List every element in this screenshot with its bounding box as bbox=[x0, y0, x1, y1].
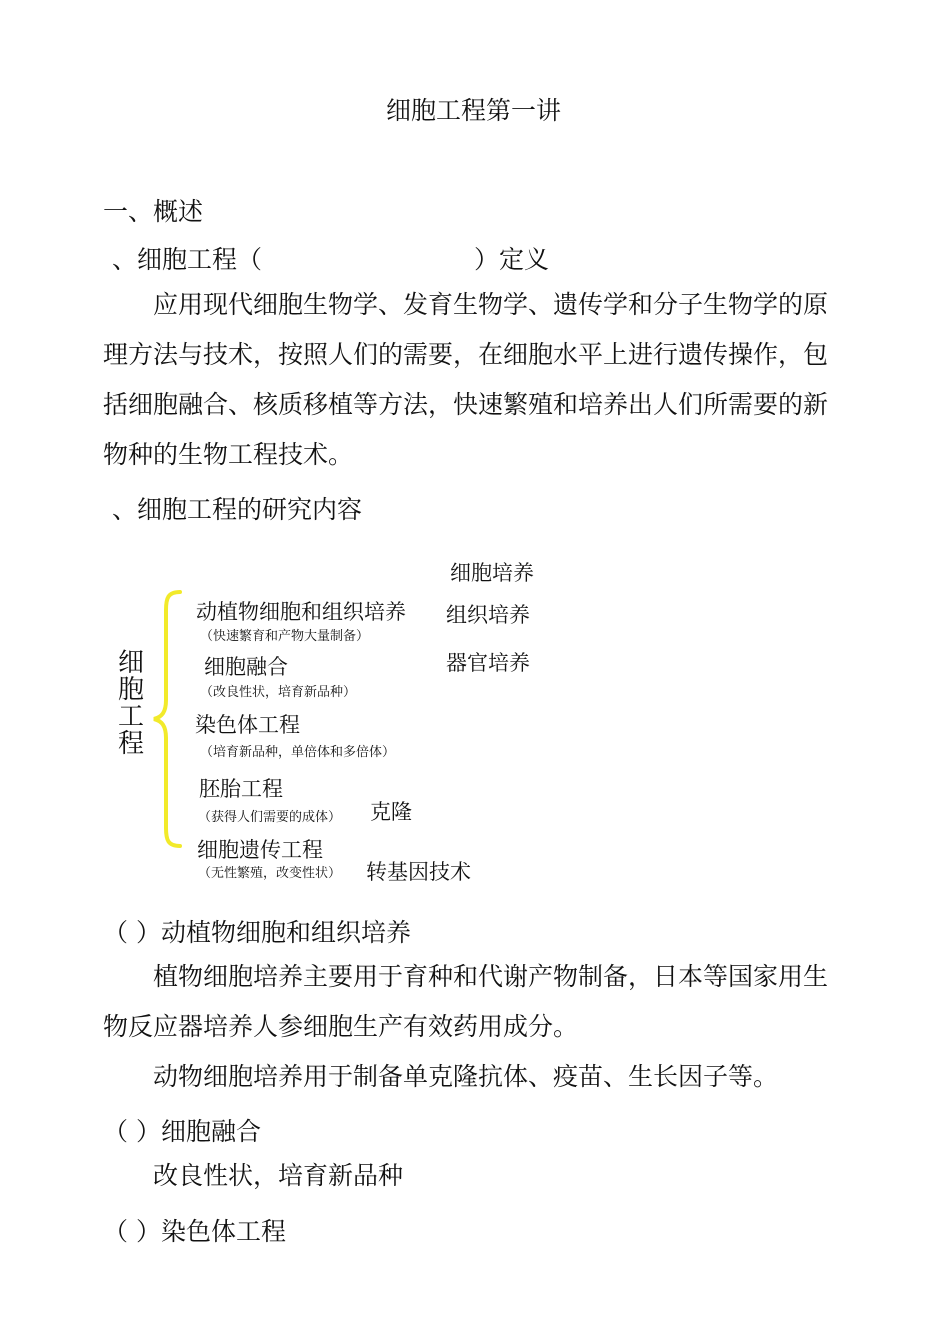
branch-note: （培育新品种，单倍体和多倍体） bbox=[200, 745, 396, 760]
part1-line-1: 植物细胞培养主要用于育种和代谢产物制备，日本等国家用生 bbox=[153, 962, 829, 991]
definition-line-3: 括细胞融合、核质移植等方法，快速繁殖和培养出人们所需要的新 bbox=[103, 390, 829, 419]
branch-label: 细胞融合 bbox=[204, 655, 288, 679]
culture-type: 器官培养 bbox=[446, 651, 530, 675]
root-char: 程 bbox=[118, 729, 145, 759]
culture-type: 组织培养 bbox=[446, 603, 530, 627]
branch-note: （获得人们需要的成体） bbox=[198, 810, 342, 825]
definition-line-1: 应用现代细胞生物学、发育生物学、遗传学和分子生物学的原 bbox=[153, 290, 829, 319]
section-heading-overview: 一、概述 bbox=[103, 197, 204, 226]
subheading-definition bbox=[112, 240, 262, 276]
branch-label: 细胞遗传工程 bbox=[197, 838, 323, 862]
page-title: 细胞工程第一讲 bbox=[386, 96, 562, 125]
branch-label: 胚胎工程 bbox=[199, 777, 283, 801]
part2-text: 改良性状，培育新品种 bbox=[153, 1161, 404, 1190]
transgene-label: 转基因技术 bbox=[366, 860, 471, 884]
culture-type: 细胞培养 bbox=[450, 561, 534, 585]
part1-line-2: 物反应器培养人参细胞生产有效药用成分。 bbox=[103, 1012, 579, 1041]
branch-label: 动植物细胞和组织培养 bbox=[196, 600, 406, 624]
root-char: 工 bbox=[118, 702, 145, 732]
definition-line-2: 理方法与技术，按照人们的需要，在细胞水平上进行遗传操作，包 bbox=[103, 340, 829, 369]
subheading-research-content: 、细胞工程的研究内容 bbox=[112, 495, 363, 524]
root-char: 细 bbox=[118, 648, 145, 678]
part2-heading: （ ）细胞融合 bbox=[103, 1117, 261, 1146]
branch-label: 染色体工程 bbox=[195, 713, 300, 737]
curly-brace-icon bbox=[150, 588, 190, 850]
diagram-root-label bbox=[118, 650, 144, 758]
root-char: 胞 bbox=[118, 675, 145, 705]
part1-line-3: 动物细胞培养用于制备单克隆抗体、疫苗、生长因子等。 bbox=[153, 1062, 779, 1091]
clone-label: 克隆 bbox=[370, 800, 412, 824]
subheading-definition-end: ）定义 bbox=[474, 245, 550, 274]
subheading-definition-start: 、细胞工程（ bbox=[112, 245, 263, 274]
branch-note: （无性繁殖，改变性状） bbox=[198, 866, 342, 881]
part1-heading: （ ）动植物细胞和组织培养 bbox=[103, 918, 411, 947]
part3-heading: （ ）染色体工程 bbox=[103, 1217, 286, 1246]
branch-note: （快速繁育和产物大量制备） bbox=[200, 629, 370, 644]
branch-note: （改良性状，培育新品种） bbox=[200, 685, 357, 700]
definition-line-4: 物种的生物工程技术。 bbox=[103, 440, 354, 469]
